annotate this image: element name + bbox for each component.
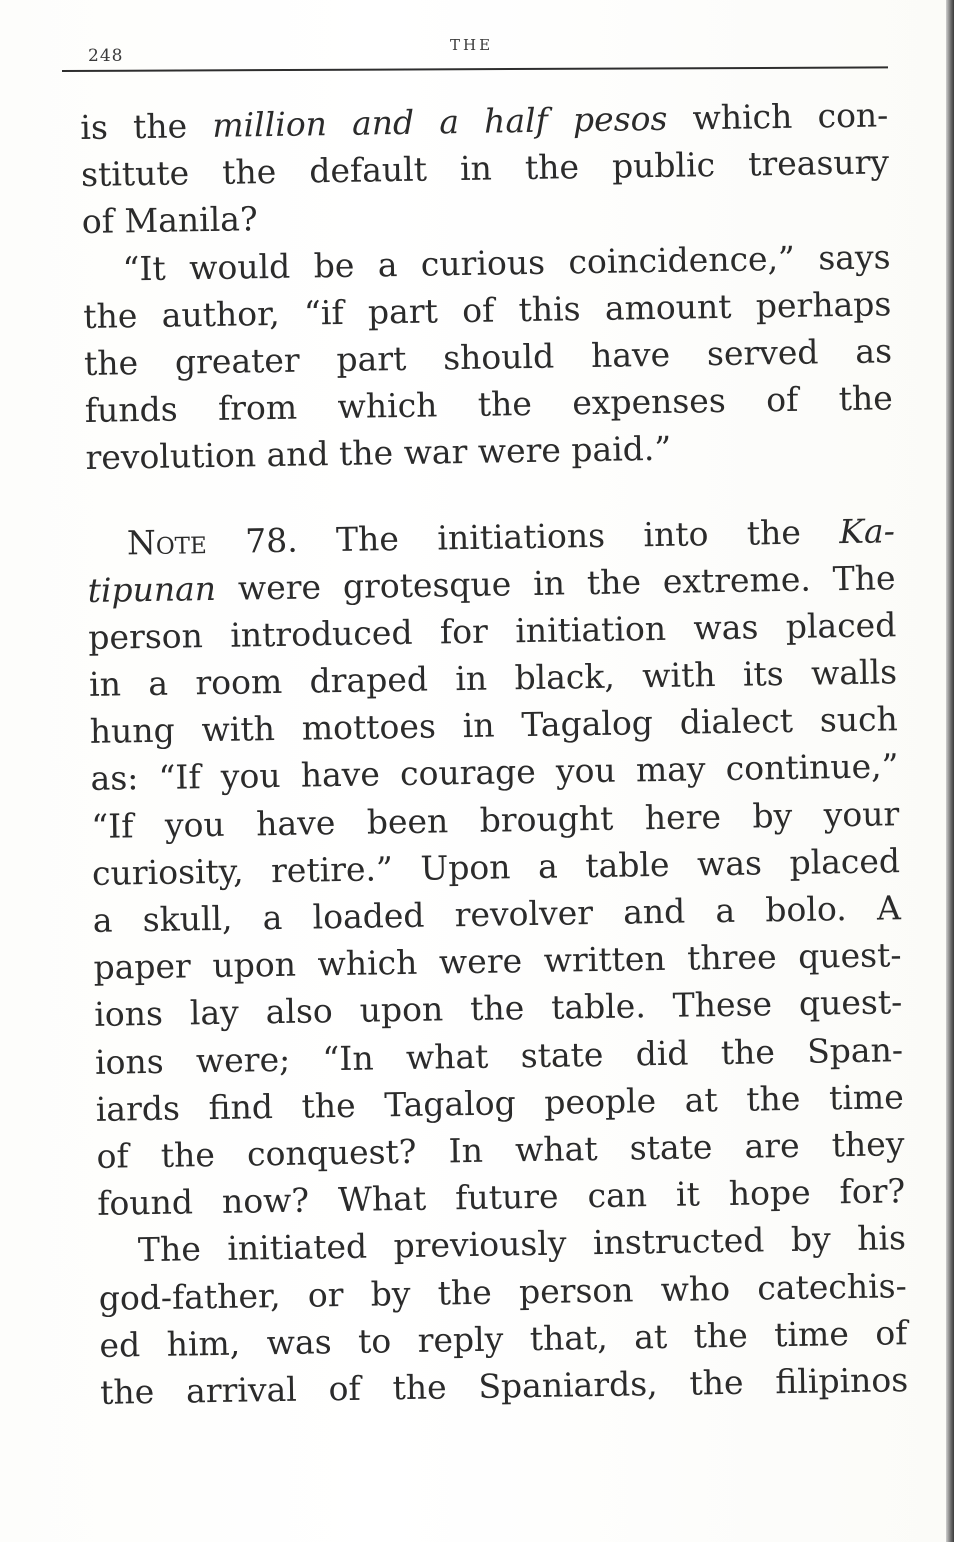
text-line: person introduced for initiation was placed xyxy=(88,605,897,657)
text-line: of the conquest? In what state are they xyxy=(96,1124,905,1176)
italic-phrase: million and a half pesos xyxy=(211,98,668,145)
text-line: The initiated previously instructed by his xyxy=(137,1218,907,1270)
text-line: stitute the default in the public treasury xyxy=(80,142,890,195)
text-line: ed him, was to reply that, at the time of xyxy=(99,1312,908,1365)
text-line: the arrival of the Spaniards, the filipinos xyxy=(99,1360,909,1412)
text-line: tipunan were grotesque in the extreme. The xyxy=(87,557,896,610)
italic-phrase: Ka- xyxy=(839,510,896,551)
text-line: hung with mottoes in Tagalog dialect such xyxy=(89,699,899,752)
note-heading-text: The initiations into the Ka- xyxy=(297,510,896,560)
text-line: ions were; “In what state did the Span- xyxy=(94,1029,904,1082)
binding-edge xyxy=(946,0,954,1542)
text-line: “If you have been brought here by your xyxy=(91,793,900,846)
text-line: of Manila? xyxy=(81,199,258,242)
note-label: Note 78. xyxy=(126,520,298,562)
text-line: found now? What future can it hope for? xyxy=(96,1171,906,1223)
text-line: a skull, a loaded revolver and a bolo. A xyxy=(92,888,902,940)
text-line: paper upon which were written three quest- xyxy=(93,935,902,988)
text-line: the author, “if part of this amount perhaps xyxy=(83,284,892,336)
text-line: in a room draped in black, with its walls xyxy=(88,652,898,704)
text-line: ions lay also upon the table. These quest- xyxy=(94,982,903,1035)
body-text xyxy=(80,91,909,1416)
page-number: 248 xyxy=(88,46,124,66)
running-title: THE xyxy=(450,36,494,54)
text-line: as: “If you have courage you may continue,” xyxy=(90,746,899,799)
text-line: “It would be a curious coincidence,” says xyxy=(122,236,891,288)
text-line: iards find the Tagalog people at the time xyxy=(95,1076,904,1129)
text-line: is the million and a half pesos which con- xyxy=(80,95,889,147)
text-line: the greater part should have served as xyxy=(83,331,893,383)
text-line: god-father, or by the person who catechis- xyxy=(98,1265,907,1318)
italic-phrase: tipunan xyxy=(87,568,217,610)
text-line: funds from which the expenses of the xyxy=(84,378,894,431)
text-line: curiosity, retire.” Upon a table was placed xyxy=(91,841,901,893)
text-line: revolution and the war were paid.” xyxy=(85,429,672,478)
